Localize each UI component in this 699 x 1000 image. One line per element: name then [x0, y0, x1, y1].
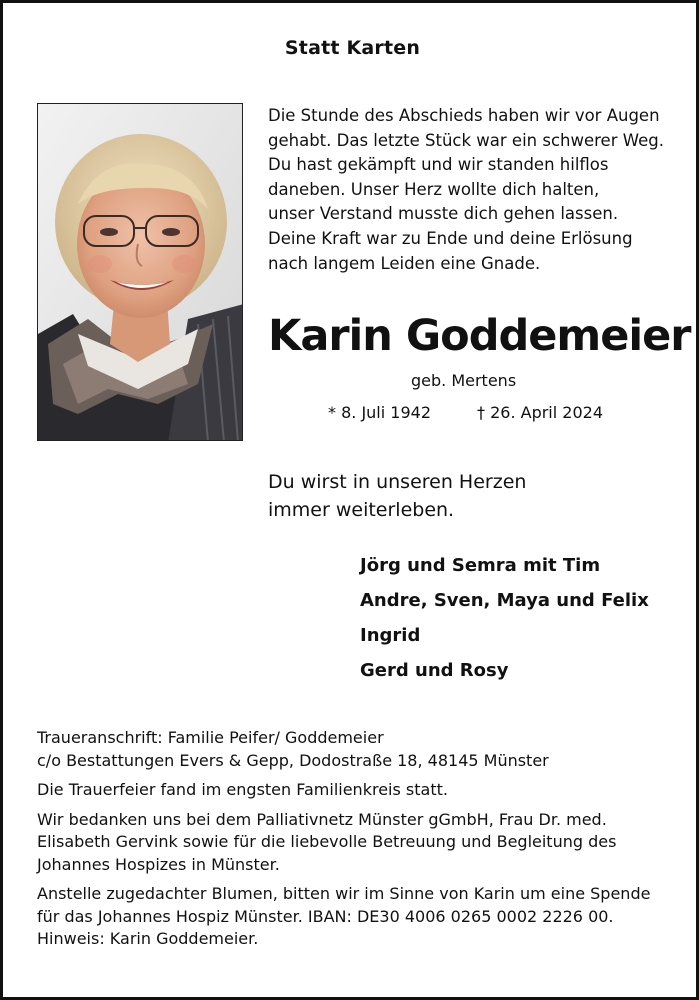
donation-line: Hinweis: Karin Goddemeier. [37, 929, 259, 948]
farewell-line: immer weiterleben. [268, 499, 455, 521]
thanks-line: Elisabeth Gervink sowie für die liebevolle Betreuung und Begleitung des [37, 832, 617, 851]
birth-date: * 8. Juli 1942 [328, 403, 431, 422]
poem-line: unser Verstand musste dich gehen lassen. [268, 204, 619, 224]
poem-line: nach langem Leiden eine Gnade. [268, 253, 541, 273]
thanks-line: Johannes Hospizes in Münster. [37, 854, 280, 874]
donation-line: für das Johannes Hospiz Münster. IBAN: DE30 4006 0265 0002 2226 00. [37, 906, 614, 926]
portrait-illustration [38, 104, 243, 441]
mourners-list [360, 551, 649, 691]
mourner-entry: Ingrid [360, 625, 421, 646]
poem-line: Du hast gekämpft und wir standen hilflos [268, 155, 609, 175]
ceremony-line: Die Trauerfeier fand im engsten Familienkreis statt. [37, 780, 448, 799]
donation-note [37, 883, 677, 951]
poem-line: Die Stunde des Abschieds haben wir vor Augen [268, 106, 660, 125]
maiden-name: geb. Mertens [411, 371, 517, 390]
poem-line: daneben. Unser Herz wollte dich halten, [268, 179, 600, 199]
donation-line: Anstelle zugedachter Blumen, bitten wir im Sinne von Karin um eine Spende [37, 884, 651, 903]
farewell-poem [268, 104, 678, 276]
death-date: † 26. April 2024 [477, 403, 603, 422]
notice-header: Statt Karten [284, 37, 421, 59]
poem-line: gehabt. Das letzte Stück war ein schwerer Weg. [268, 130, 664, 150]
poem-line: Deine Kraft war zu Ende und deine Erlösung [268, 228, 633, 248]
address-line: c/o Bestattungen Evers & Gepp, Dodostraße 18, 48145 Münster [37, 750, 549, 770]
farewell-line: Du wirst in unseren Herzen [268, 471, 527, 493]
thanks-line: Wir bedanken uns bei dem Palliativnetz Münster gGmbH, Frau Dr. med. [37, 809, 607, 829]
thanks-note [37, 809, 677, 877]
portrait-photo [37, 103, 243, 441]
notice-information [37, 727, 677, 958]
mourner-entry: Andre, Sven, Maya und Felix [360, 590, 649, 611]
address-line: Traueranschrift: Familie Peifer/ Goddemeier [37, 728, 384, 747]
farewell-message [268, 468, 526, 524]
mourner-entry: Gerd und Rosy [360, 660, 509, 681]
mourner-entry: Jörg und Semra mit Tim [360, 555, 601, 576]
mourning-address [37, 727, 677, 772]
ceremony-note [37, 779, 677, 802]
deceased-name: Karin Goddemeier [268, 311, 691, 361]
